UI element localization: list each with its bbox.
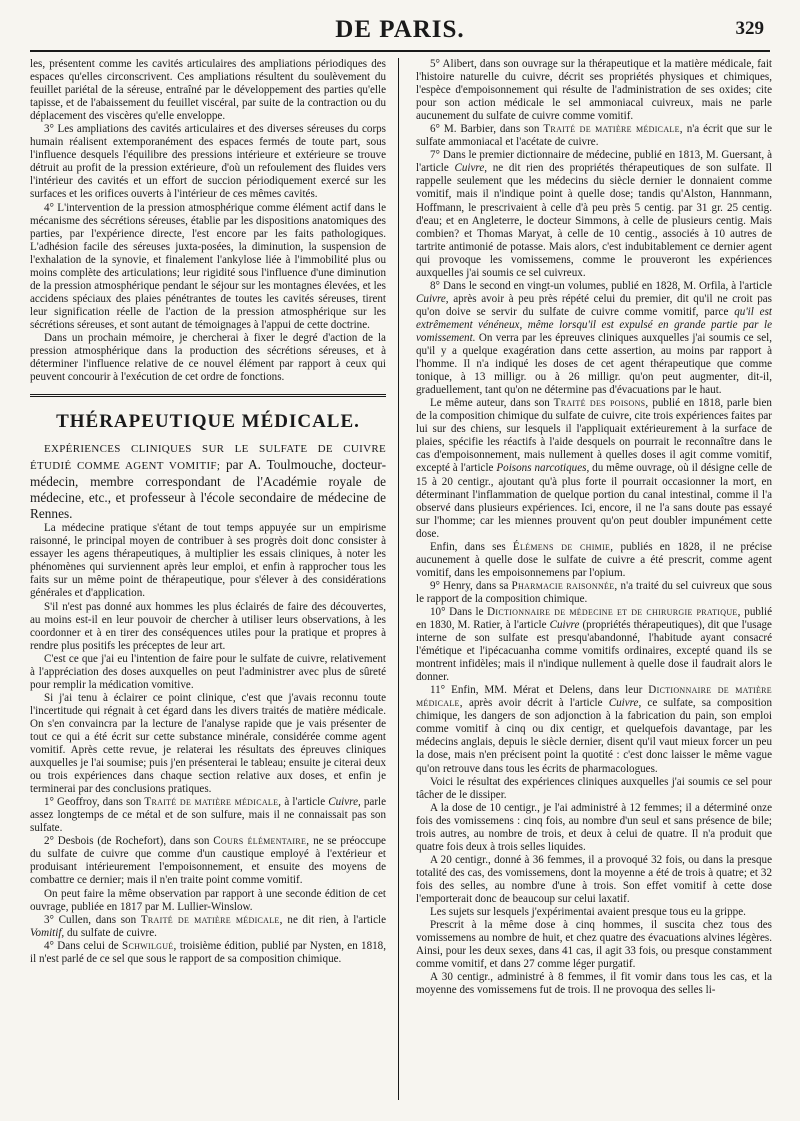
section-separator (30, 394, 386, 397)
paragraph (416, 397, 772, 541)
paragraph: On peut faire la même observation par rapport à une seconde édition de cet ouvrage, publiée en 1817 par M. Lullier-Winslow. (30, 887, 386, 913)
text: après avoir décrit à l'article (468, 697, 603, 710)
paragraph: A la dose de 10 centigr., je l'ai administré à 12 femmes; il a déterminé onze fois des vomissemens : cinq fois, au nombre d'un seul et sans présence de bile; trois autres, au nombre de trois, et deux à celui de quatre. Il n'a produit que quatre fois deux à trois selles liquides. (416, 801, 772, 853)
list-item (416, 149, 772, 279)
text: après avoir à peu près répété celui du premier, dit qu'il ne croit pas qu'on doive se servir du sulfate de cuivre comme vomitif, parce (416, 292, 772, 318)
text: à l'article (284, 796, 326, 809)
list-item (30, 835, 386, 887)
article-title: Poisons narcotiques, (496, 462, 590, 475)
book-title: Élémens de chimie, (512, 540, 614, 553)
list-item (30, 796, 386, 835)
paragraph: Si j'ai tenu à éclairer ce point clinique, c'est que j'avais reconnu toute l'incertitude qui régnait à cet égard dans les divers traités de matière médicale. On s'en convaincra par la lecture de l'analyse rapide que je vais présenter de tout ce qui a été écrit sur cette substance minérale, considérée comme agent vomitif. Après cette revue, je relaterai les résultats des épreuves cliniques auxquelles je l'ai soumise; puis j'en présenterai le tableau; ensuite je citerai deux ou trois expériences dans chaque section relative aux doses, et enfin je terminerai par des conclusions pratiques. (30, 691, 386, 796)
text: On verra par les épreuves cliniques auxquelles j'ai soumis ce sel, qu'il y a quelque exagération dans cette assertion, au moins par rapport à l'homme. Il n'a indiqué les doses de cet agent thérapeutique que comme tonique, à 13 milligr. ou à 26 milligr. qu'on peut augmenter, dit-il, graduellement, tant qu'on ne détermine pas d'évacuations par le haut. (416, 331, 772, 397)
quotation: qu'il est extrêmement vénéneux, même lorsqu'il est expulsé en grande partie par le vomissement. (416, 305, 772, 344)
text: 2° Desbois (de Rochefort), dans son (44, 835, 210, 848)
text: 1° Geoffroy, dans son (44, 796, 142, 809)
text: ce sulfate, sa composition chimique, les dangers de son adjonction à la fabrication du pain, son emploi comme vomitif à cinq ou dix centigr, et quelquefois davantage, par les médecins anglais, depuis le siècle dernier, disent qu'il vaut mieux forcer un peu la dose, mais n'en précisent point la quotité : c'est donc laisser le même vague qu'on retrouve dans tous les écrits de pharmacologues. (416, 697, 772, 775)
text: troisième édition, publié par Nysten, en 1818, il n'est parlé de ce sel que sous le rapport de sa composition chimique. (30, 939, 386, 965)
section-title: THÉRAPEUTIQUE MÉDICALE. (56, 411, 360, 433)
article-title: Cuivre, (454, 162, 488, 175)
text: du même ouvrage, où il désigne celle de 15 à 20 centigr., ajoutant qu'à plus forte il pourrait occasionner la mort, en déterminant l'inflammation de quelque portion du canal intestinal, comme il l'a observé dans plusieurs expériences. Ici, encore, il ne l'a sans doute pas essayé sur l'homme; car les miennes prouvent qu'on peut doubler impunément cette dose. (416, 462, 772, 540)
paragraph: Dans un prochain mémoire, je chercherai à fixer le degré d'action de la pression atmosphérique dans la production des sécrétions séreuses, et à déterminer l'influence relative de ce nouvel élément par rapport à ceux qui peuvent concourir à l'exécution de cet ordre de fonctions. (30, 331, 386, 384)
list-item (416, 606, 772, 684)
list-item: 5° Alibert, dans son ouvrage sur la thérapeutique et la matière médicale, fait l'histoire naturelle du cuivre, décrit ses propriétés physiques et chimiques, l'espèce d'empoisonnement qui résulte de l'administration de ses oxides; cite pour son action médicale le sel ammoniacal cuivreux, mais ne parle aucunement du sulfate de cuivre comme vomitif. (416, 58, 772, 123)
text: 4° Dans celui de (44, 939, 119, 952)
book-title: Dictionnaire de médecine et de chirurgie pratique, (487, 605, 741, 618)
text: parle assez longtemps de ce métal et de son sulfure, mais il ne connaissait pas son sulfate. (30, 796, 386, 835)
text: publié en 1818, parle bien de la composition chimique du sulfate de cuivre, cite trois expériences faites par lui sur des chiens, sur lesquels il l'appliquait extérieurement à la surface de plaies, spécifie les réactifs à l'aide desquels on pourrait le reconnaître dans le cas d'empoisonnement, mais nullement à quelles doses il agit comme vomitif, excepté à l'article (416, 397, 772, 475)
column-divider (398, 58, 399, 1100)
text: 10° Dans le (430, 605, 484, 618)
book-title: Traité de matière médicale, (543, 123, 683, 136)
paragraph: 4° L'intervention de la pression atmosphérique comme élément actif dans le mécanisme des sécrétions séreuses, établie par les dispositions anatomiques des parties, par l'expérience directe, l'est encore par les faits pathologiques. L'adhésion facile des séreuses juxta-posées, la diminution, la suspension de l'exhalation de la synovie, et finalement l'ankylose liée à l'immobilité plus ou moins complète des articulations; leur rigidité sous l'influence d'une diminution de la pression atmosphérique pendant le séjour sur les montagnes élevées, et les accidens spéciaux des plaies pénétrantes de toutes les cavités séreuses, tirent leur signification réelle de l'action de la pression atmosphérique sur les sécrétions séreuses, et sont autant de témoignages à l'appui de cette doctrine. (30, 201, 386, 331)
book-title: Traité des poisons, (553, 397, 649, 410)
paragraph: Prescrit à la même dose à cinq hommes, il suscita chez tous des vomissemens au nombre de huit, et chez quatre des évacuations alvines légères. Ainsi, pour les deux sexes, dans 41 cas, il agit 33 fois, ou presque constamment comme vomitif, et dans 27 comme léger purgatif. (416, 919, 772, 971)
list-item (30, 914, 386, 940)
book-title: Pharmacie raisonnée, (511, 579, 618, 592)
article-title: Cuivre, (416, 292, 449, 305)
list-item (416, 123, 772, 149)
subheading-caps: EXPÉRIENCES CLINIQUES SUR LE SULFATE DE CUIVRE ÉTUDIÉ COMME AGENT VOMITIF; (30, 443, 386, 473)
paragraph: S'il n'est pas donné aux hommes les plus éclairés de faire des découvertes, au moins est-il en leur pouvoir de chercher à utiliser leurs observations, à les coordonner et à en tirer des conséquences utiles pour la pratique et propres à rendre plus positifs les préceptes de leur art. (30, 600, 386, 652)
text: ne se préoccupe du sulfate de cuivre que comme d'un caustique employé à l'extérieur et produisant intérieurement l'empoisonnement, et ensuite des moyens de combattre ce dernier; mais il n'en traite point comme vomitif. (30, 835, 386, 887)
paragraph: Les sujets sur lesquels j'expérimentai avaient presque tous eu la grippe. (430, 906, 746, 919)
book-title: Traité de matière médicale, (140, 913, 283, 926)
text: 7° Dans le premier dictionnaire de médecine, publié en 1813, M. Guersant, à l'article (416, 149, 772, 175)
text: du sulfate de cuivre. (67, 926, 157, 939)
right-column (416, 58, 772, 1108)
subheading-author: par A. Toulmouche, docteur-médecin, membre correspondant de l'Académie royale de médecine, etc., et professeur à l'école secondaire de médecine de Rennes. (30, 457, 386, 522)
book-title: Dictionnaire de matière médicale, (416, 684, 772, 710)
article-subheading (30, 440, 386, 522)
header-rule (30, 50, 770, 52)
book-title: Traité de matière médicale, (144, 796, 282, 809)
list-item (416, 684, 772, 775)
book-title: Cours élémentaire, (213, 835, 310, 848)
page-header (30, 14, 770, 48)
author-name: Schwilgué, (121, 939, 177, 952)
text: 11° Enfin, MM. Mérat et Delens, dans leur (430, 684, 643, 697)
paragraph: les, présentent comme les cavités articulaires des ampliations périodiques des espaces qu'elles circonscrivent. Ces ampliations résultent du soulèvement du feuillet pariétal de la séreuse, entraîné par le développement des parties qu'elle tapisse, et de l'abaissement du feuillet viscéral, par suite de la contraction ou du déplacement des viscères qu'elle enveloppe. (30, 58, 386, 123)
article-title: Cuivre (549, 619, 580, 632)
list-item (416, 580, 772, 606)
text: 8° Dans le second en vingt-un volumes, publié en 1828, M. Orfila, à l'article (430, 279, 772, 292)
text: (propriétés thérapeutiques), dit que l'usage interne de son sulfate est presqu'abandonné, l'habitude ayant consacré l'émétique et l'ipécacuanha comme vomitifs ordinaires, excepté quand ils se montrent infidèles; mais il n'indique nullement à quelle dose il faudrait alors le donner. (416, 619, 772, 684)
page-number: 329 (735, 18, 764, 39)
running-title: DE PARIS. (335, 16, 465, 43)
paragraph: La médecine pratique s'étant de tout temps appuyée sur un empirisme raisonné, le principal moyen de contribuer à ses progrès doit donc consister à essayer les agens thérapeutiques, à multiplier les essais cliniques, à noter les phénomènes qui surviennent après leur emploi, et enfin à rapprocher tous les faits sur un même point de thérapeutique, pour s'élever à des considérations générales et d'application. (30, 522, 386, 600)
text: Le même auteur, dans son (430, 397, 550, 410)
text: n'a écrit que sur le sulfate ammoniacal et l'acétate de cuivre. (416, 123, 772, 149)
paragraph (416, 541, 772, 580)
text: ne dit rien des propriétés thérapeutiques de son sulfate. Il rappelle seulement que les médecins du siècle dernier le donnaient comme vomitif, mais il n'indique point à quelle dose; tandis qu'Alston, Hannmann, Hoffmann, le prescrivaient à celle d'à peu près 5 centig. par 31 gr. 25 centig. d'eau; et en Angleterre, le docteur Simmons, à celle de plusieurs centig. Mais combien? et Thomas Maryat, à celle de 10 centig., associés à 10 autres de tartrite antimonié de potasse. Mais alors, c'est indubitablement ce dernier agent qui provoque les vomissemens, comme le prouveront les expériences auxquelles j'ai soumis ce sel cuivreux. (416, 162, 772, 279)
list-item (416, 280, 772, 397)
list-item (30, 940, 386, 966)
left-column (30, 58, 386, 1108)
text: Enfin, dans ses (430, 540, 506, 553)
paragraph: A 30 centigr., administré à 8 femmes, il fit vomir dans tous les cas, et la moyenne des vomissemens fut de trois. Il ne provoqua des selles li- (416, 971, 772, 997)
text: 9° Henry, dans sa (430, 579, 509, 592)
article-title: Vomitif, (30, 926, 65, 939)
text: n'a traité du sel cuivreux que sous le rapport de la composition chimique. (416, 579, 772, 605)
article-title: Cuivre, (328, 796, 361, 809)
paragraph: Voici le résultat des expériences cliniques auxquelles j'ai soumis ce sel pour tâcher de le dissiper. (416, 775, 772, 801)
text: publié en 1830, M. Ratier, à l'article (416, 605, 772, 632)
paragraph: 3° Les ampliations des cavités articulaires et des diverses séreuses du corps humain réalisent extemporanément des espaces fermés de toute part, sous l'influence desquels l'équilibre des pressions intérieure et extérieure se trouve détruit au profit de la pression extérieure, d'où un refoulement des fluides vers l'intérieur des cavités et un effort de succion périodiquement exercé sur les surfaces et les orifices ouverts à l'intérieur de ces mêmes cavités. (30, 123, 386, 201)
text: 3° Cullen, dans son (44, 913, 137, 926)
text: 6° M. Barbier, dans son (430, 123, 540, 136)
article-title: Cuivre, (608, 697, 642, 710)
paragraph: C'est ce que j'ai eu l'intention de faire pour le sulfate de cuivre, relativement à l'appréciation des doses auxquelles on peut l'administrer avec plus de sûreté pour remplir la médication vomitive. (30, 652, 386, 691)
paragraph: A 20 centigr., donné à 36 femmes, il a provoqué 32 fois, ou dans la presque totalité des cas, des vomissemens, dont la moyenne a été de trois à quatre; et 32 fois des selles, au nombre d'une à trois. Son effet vomitif à cette dose l'emporterait donc de beaucoup sur celui laxatif. (416, 853, 772, 905)
text: ne dit rien, à l'article (287, 913, 386, 926)
text: publiés en 1828, il ne précise aucunement à quelle dose le sulfate de cuivre a été prescrit, comme agent vomitif, dans les empoisonnemens par l'opium. (416, 540, 772, 579)
